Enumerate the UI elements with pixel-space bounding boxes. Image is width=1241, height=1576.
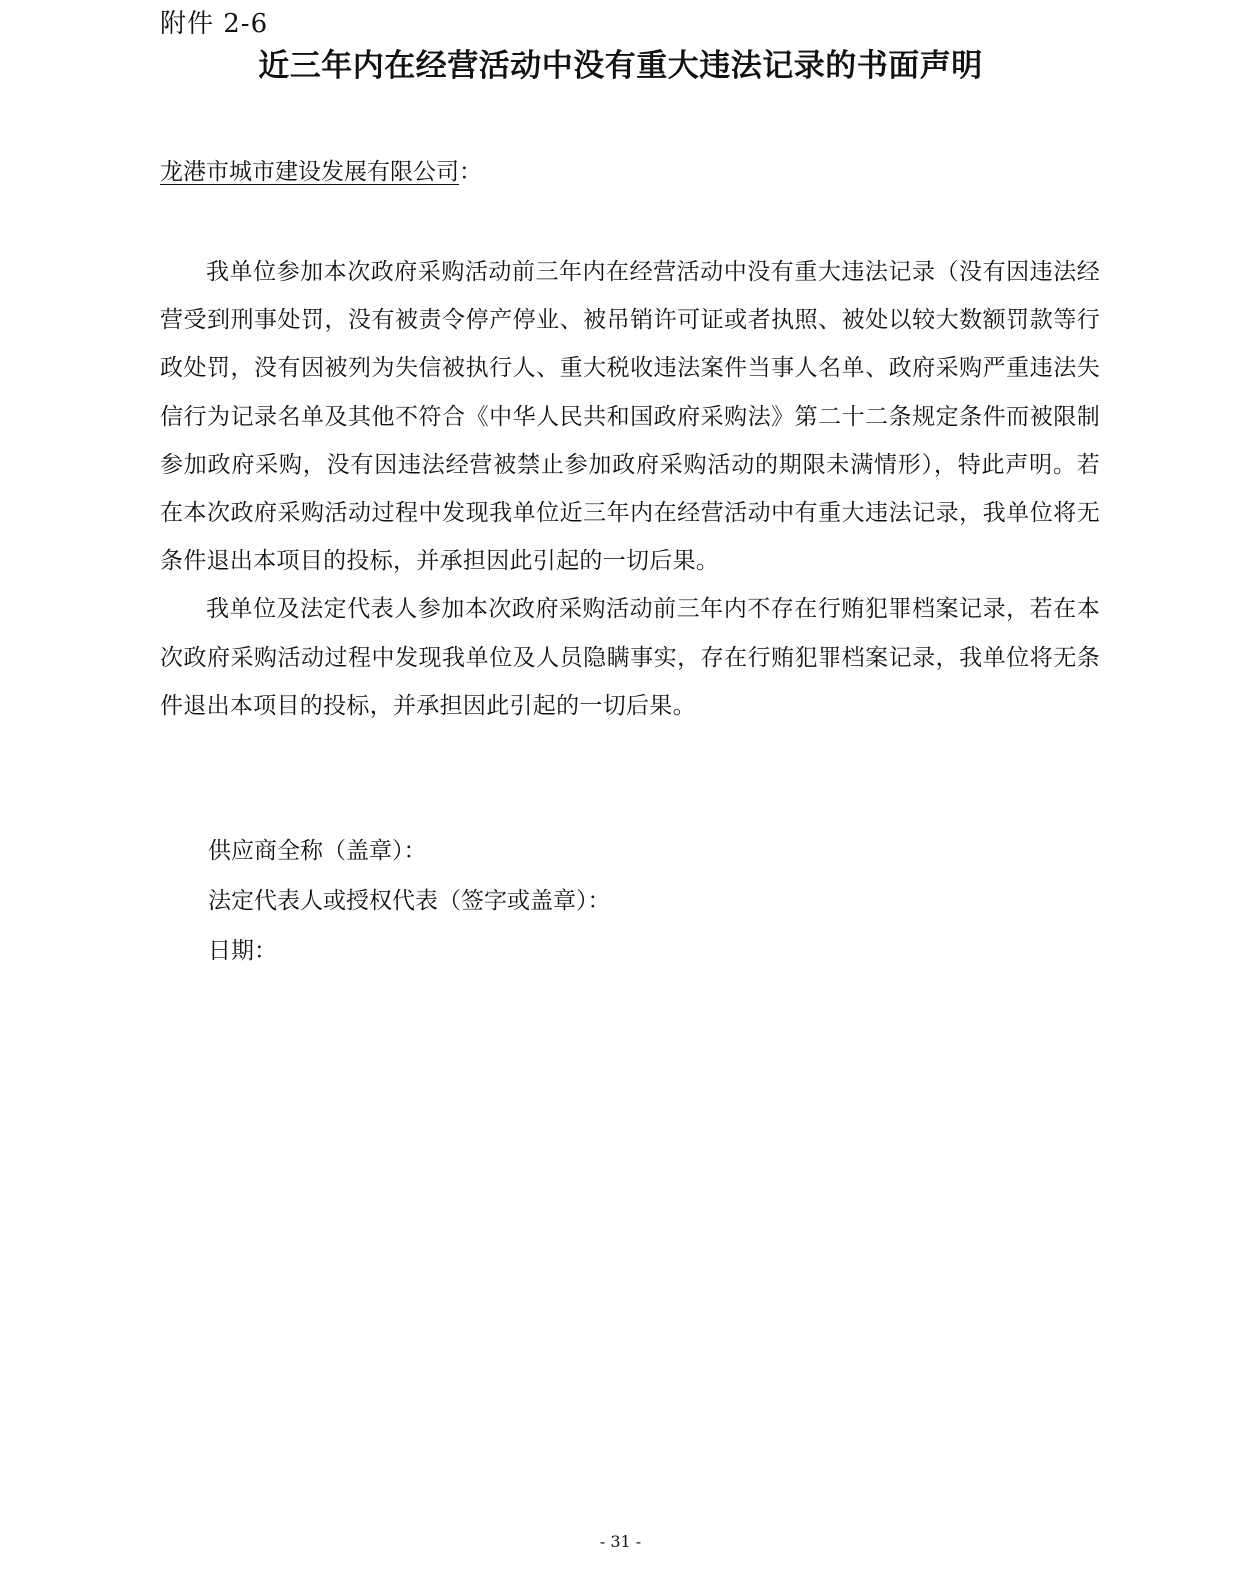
addressee-line [160,152,482,192]
representative-label: 法定代表人或授权代表（签字或盖章）： [208,888,611,914]
date-label: 日期： [208,938,277,964]
addressee-name: 龙港市城市建设发展有限公司 [160,159,459,185]
document-title: 近三年内在经营活动中没有重大违法记录的书面声明 [258,48,983,84]
page-number: - 31 - [599,1532,642,1551]
signature-block [208,826,611,976]
statement-paragraph-1: 我单位参加本次政府采购活动前三年内在经营活动中没有重大违法记录（没有因违法经营受到刑事处罚，没有被责令停产停业、被吊销许可证或者执照、被处以较大数额罚款等行政处罚，没有因被列为失信被执行人、重大税收违法案件当事人名单、政府采购严重违法失信行为记录名单及其他不符合《中华人民共和国政府采购法》第二十二条规定条件而被限制参加政府采购，没有因违法经营被禁止参加政府采购活动的期限未满情形），特此声明。若在本次政府采购活动过程中发现我单位近三年内在经营活动中有重大违法记录，我单位将无条件退出本项目的投标，并承担因此引起的一切后果。 [160,259,1100,575]
attachment-label: 附件 2-6 [160,9,269,39]
addressee-colon: ： [459,159,482,185]
supplier-name-label: 供应商全称（盖章）： [208,838,427,864]
statement-paragraph-2: 我单位及法定代表人参加本次政府采购活动前三年内不存在行贿犯罪档案记录，若在本次政府采购活动过程中发现我单位及人员隐瞒事实，存在行贿犯罪档案记录，我单位将无条件退出本项目的投标，并承担因此引起的一切后果。 [160,596,1100,719]
statement-body [160,248,1100,730]
